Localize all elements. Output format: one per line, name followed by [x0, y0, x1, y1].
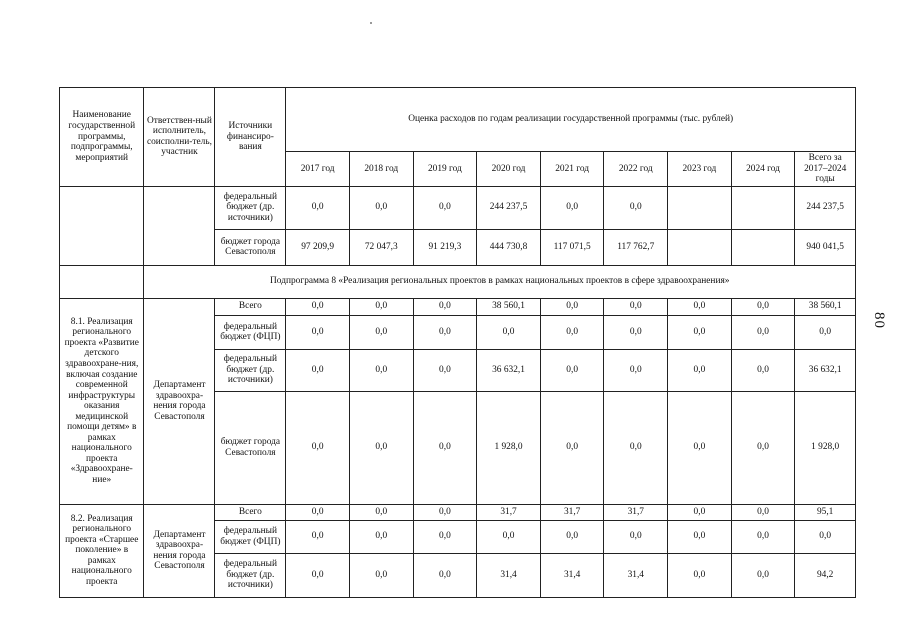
value-cell: 117 071,5 [540, 229, 604, 265]
value-cell: 0,0 [286, 315, 350, 349]
value-cell: 0,0 [286, 553, 350, 597]
activity-name: 8.2. Реализация регионального проекта «Старшее поколение» в рамках национального проекта [60, 504, 144, 597]
header-year-3: 2020 год [477, 152, 541, 187]
value-cell: 0,0 [286, 520, 350, 553]
source-label: Всего [215, 298, 286, 315]
value-cell: 244 237,5 [795, 186, 856, 229]
value-cell: 0,0 [731, 553, 795, 597]
header-row-1 [60, 88, 856, 152]
value-cell: 36 632,1 [795, 349, 856, 391]
value-cell: 244 237,5 [477, 186, 541, 229]
budget-table [59, 87, 856, 598]
activity-executor: Департамент здравоохра-нения города Севастополя [144, 504, 215, 597]
value-cell: 0,0 [540, 298, 604, 315]
value-cell: 0,0 [731, 315, 795, 349]
source-label: федеральный бюджет (ФЦП) [215, 315, 286, 349]
header-year-1: 2018 год [349, 152, 413, 187]
value-cell: 31,4 [540, 553, 604, 597]
value-cell: 0,0 [604, 391, 668, 504]
source-label: федеральный бюджет (др. источники) [215, 349, 286, 391]
header-sources-col: Источники финансиро-вания [215, 88, 286, 187]
value-cell: 117 762,7 [604, 229, 668, 265]
value-cell: 0,0 [477, 520, 541, 553]
value-cell: 0,0 [668, 504, 732, 520]
value-cell: 0,0 [286, 349, 350, 391]
value-cell: 0,0 [668, 553, 732, 597]
value-cell: 0,0 [668, 349, 732, 391]
value-cell [731, 186, 795, 229]
value-cell: 0,0 [668, 298, 732, 315]
source-label: бюджет города Севастополя [215, 229, 286, 265]
source-label: бюджет города Севастополя [215, 391, 286, 504]
value-cell: 0,0 [413, 186, 477, 229]
value-cell: 0,0 [731, 520, 795, 553]
value-cell: 38 560,1 [477, 298, 541, 315]
value-cell: 0,0 [540, 315, 604, 349]
value-cell: 95,1 [795, 504, 856, 520]
value-cell: 940 041,5 [795, 229, 856, 265]
value-cell: 0,0 [349, 391, 413, 504]
source-label: Всего [215, 504, 286, 520]
value-cell: 31,7 [604, 504, 668, 520]
value-cell: 0,0 [604, 298, 668, 315]
subprogram-title: Подпрограмма 8 «Реализация региональных проектов в рамках национальных проектов в сфере здравоохранения» [144, 265, 856, 298]
value-cell: 444 730,8 [477, 229, 541, 265]
value-cell: 0,0 [731, 349, 795, 391]
value-cell: 0,0 [604, 520, 668, 553]
header-year-2: 2019 год [413, 152, 477, 187]
activity-row [60, 504, 856, 520]
value-cell: 0,0 [286, 391, 350, 504]
value-cell [731, 229, 795, 265]
value-cell: 0,0 [795, 315, 856, 349]
value-cell: 38 560,1 [795, 298, 856, 315]
value-cell: 94,2 [795, 553, 856, 597]
header-year-6: 2023 год [668, 152, 732, 187]
value-cell: 0,0 [413, 349, 477, 391]
value-cell: 0,0 [349, 186, 413, 229]
value-cell: 0,0 [286, 186, 350, 229]
value-cell: 97 209,9 [286, 229, 350, 265]
header-name-col: Наименование государственной программы, подпрограммы, мероприятий [60, 88, 144, 187]
value-cell: 0,0 [731, 298, 795, 315]
value-cell: 0,0 [604, 349, 668, 391]
page-number: 80 [871, 312, 887, 329]
value-cell: 31,4 [477, 553, 541, 597]
value-cell: 91 219,3 [413, 229, 477, 265]
value-cell: 0,0 [604, 315, 668, 349]
header-year-7: 2024 год [731, 152, 795, 187]
value-cell: 0,0 [795, 520, 856, 553]
header-executor-col: Ответствен-ный исполнитель, соисполни-тель, участник [144, 88, 215, 187]
value-cell: 0,0 [349, 315, 413, 349]
header-year-0: 2017 год [286, 152, 350, 187]
continuation-executor-cell [144, 186, 215, 265]
value-cell: 0,0 [413, 504, 477, 520]
value-cell: 0,0 [668, 391, 732, 504]
value-cell: 0,0 [349, 520, 413, 553]
value-cell: 0,0 [668, 315, 732, 349]
value-cell: 0,0 [286, 504, 350, 520]
activity-name: 8.1. Реализация регионального проекта «Развитие детского здравоохране-ния, включая создание современной инфраструктуры оказания медицинской помощи детям» в рамках национального проекта «Здравоохране-ние» [60, 298, 144, 504]
subprogram-empty-cell [60, 265, 144, 298]
value-cell: 0,0 [349, 504, 413, 520]
source-label: федеральный бюджет (др. источники) [215, 553, 286, 597]
source-label: федеральный бюджет (ФЦП) [215, 520, 286, 553]
value-cell: 0,0 [540, 349, 604, 391]
header-year-5: 2022 год [604, 152, 668, 187]
value-cell: 0,0 [540, 520, 604, 553]
value-cell: 0,0 [477, 315, 541, 349]
value-cell: 0,0 [731, 504, 795, 520]
value-cell: 0,0 [604, 186, 668, 229]
activity-row [60, 298, 856, 315]
value-cell: 72 047,3 [349, 229, 413, 265]
value-cell: 0,0 [349, 553, 413, 597]
value-cell: 1 928,0 [477, 391, 541, 504]
value-cell: 0,0 [413, 391, 477, 504]
value-cell: 0,0 [413, 315, 477, 349]
value-cell: 0,0 [540, 391, 604, 504]
value-cell: 31,7 [540, 504, 604, 520]
value-cell: 0,0 [731, 391, 795, 504]
scan-speck [370, 22, 372, 24]
value-cell: 31,4 [604, 553, 668, 597]
value-cell: 0,0 [668, 520, 732, 553]
continuation-name-cell [60, 186, 144, 265]
value-cell: 31,7 [477, 504, 541, 520]
header-estimate-title: Оценка расходов по годам реализации государственной программы (тыс. рублей) [286, 88, 856, 152]
value-cell: 36 632,1 [477, 349, 541, 391]
header-year-4: 2021 год [540, 152, 604, 187]
continuation-row [60, 186, 856, 229]
source-label: федеральный бюджет (др. источники) [215, 186, 286, 229]
value-cell: 0,0 [413, 553, 477, 597]
value-cell: 1 928,0 [795, 391, 856, 504]
value-cell: 0,0 [286, 298, 350, 315]
value-cell: 0,0 [540, 186, 604, 229]
value-cell: 0,0 [349, 298, 413, 315]
value-cell [668, 229, 732, 265]
activity-executor: Департамент здравоохра-нения города Севастополя [144, 298, 215, 504]
value-cell [668, 186, 732, 229]
value-cell: 0,0 [413, 520, 477, 553]
header-year-8: Всего за 2017–2024 годы [795, 152, 856, 187]
value-cell: 0,0 [413, 298, 477, 315]
subprogram-row [60, 265, 856, 298]
value-cell: 0,0 [349, 349, 413, 391]
